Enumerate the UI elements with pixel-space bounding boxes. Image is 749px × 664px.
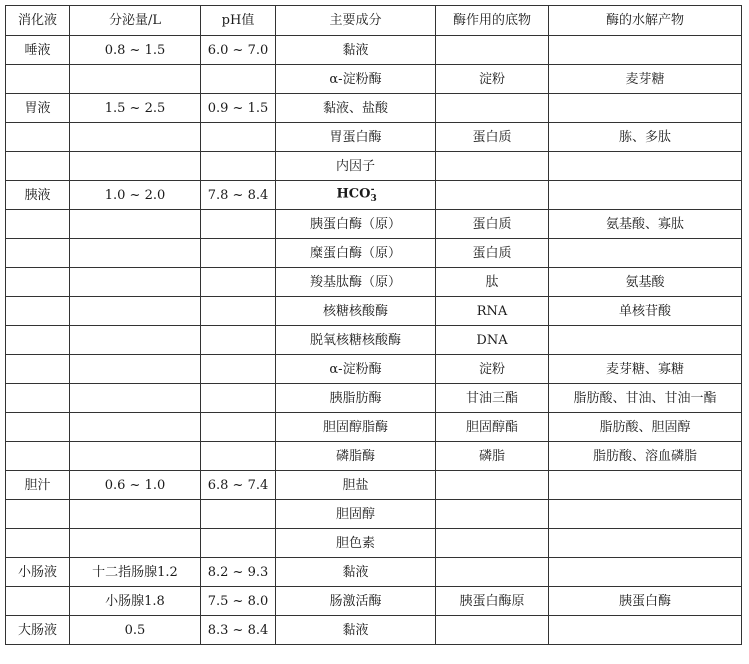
- ph-value-cell: [201, 500, 276, 529]
- substrate-cell: [436, 471, 549, 500]
- substrate-cell: [436, 94, 549, 123]
- table-row: [6, 239, 742, 268]
- digestive-juice-cell: [6, 442, 70, 471]
- table-row: [6, 587, 742, 616]
- main-component-cell: 核糖核酸酶: [276, 297, 436, 326]
- main-component-cell: 磷脂酶: [276, 442, 436, 471]
- digestive-juice-cell: 大肠液: [6, 616, 70, 645]
- digestive-juice-cell: 胆汁: [6, 471, 70, 500]
- substrate-cell: 蛋白质: [436, 210, 549, 239]
- main-component-cell: 胆盐: [276, 471, 436, 500]
- digestive-juice-cell: [6, 529, 70, 558]
- ph-value-cell: 6.0 ~ 7.0: [201, 36, 276, 65]
- substrate-cell: [436, 181, 549, 210]
- table-row: [6, 152, 742, 181]
- substrate-cell: [436, 558, 549, 587]
- substrate-cell: [436, 500, 549, 529]
- table-row: [6, 413, 742, 442]
- main-component-cell: 黏液: [276, 558, 436, 587]
- secretion-volume-cell: [70, 123, 201, 152]
- digestive-juice-cell: [6, 239, 70, 268]
- table-row: [6, 529, 742, 558]
- ph-value-cell: [201, 152, 276, 181]
- formula-subscript: 3: [370, 193, 377, 204]
- main-component-cell: 黏液、盐酸: [276, 94, 436, 123]
- table-row: [6, 616, 742, 645]
- secretion-volume-cell: 0.8 ~ 1.5: [70, 36, 201, 65]
- digestive-juice-cell: [6, 152, 70, 181]
- ph-value-cell: [201, 442, 276, 471]
- secretion-volume-cell: [70, 239, 201, 268]
- secretion-volume-cell: 1.5 ~ 2.5: [70, 94, 201, 123]
- substrate-cell: DNA: [436, 326, 549, 355]
- main-component-cell: 胰脂肪酶: [276, 384, 436, 413]
- header-digestive-juice: 消化液: [6, 6, 70, 36]
- digestive-juice-cell: [6, 210, 70, 239]
- table-row: [6, 471, 742, 500]
- header-hydrolysis-product: 酶的水解产物: [549, 6, 742, 36]
- product-cell: [549, 616, 742, 645]
- product-cell: 单核苷酸: [549, 297, 742, 326]
- ph-value-cell: [201, 210, 276, 239]
- table-row: [6, 500, 742, 529]
- secretion-volume-cell: [70, 326, 201, 355]
- digestive-juice-table-page: [5, 5, 741, 645]
- ph-value-cell: 0.9 ~ 1.5: [201, 94, 276, 123]
- product-cell: [549, 239, 742, 268]
- ph-value-cell: [201, 123, 276, 152]
- table-row: [6, 123, 742, 152]
- substrate-cell: 肽: [436, 268, 549, 297]
- product-cell: [549, 94, 742, 123]
- digestive-juice-cell: [6, 413, 70, 442]
- main-component-cell: 胆色素: [276, 529, 436, 558]
- product-cell: 氨基酸: [549, 268, 742, 297]
- secretion-volume-cell: [70, 210, 201, 239]
- digestive-juice-cell: 胃液: [6, 94, 70, 123]
- secretion-volume-cell: 0.6 ~ 1.0: [70, 471, 201, 500]
- substrate-cell: 淀粉: [436, 355, 549, 384]
- table-row: [6, 442, 742, 471]
- table-header-row: [6, 6, 742, 36]
- product-cell: 胰蛋白酶: [549, 587, 742, 616]
- table-row: [6, 36, 742, 65]
- ph-value-cell: [201, 65, 276, 94]
- digestive-juice-cell: [6, 65, 70, 94]
- table-body: [6, 36, 742, 645]
- ph-value-cell: 7.5 ~ 8.0: [201, 587, 276, 616]
- substrate-cell: [436, 529, 549, 558]
- secretion-volume-cell: [70, 152, 201, 181]
- header-main-components: 主要成分: [276, 6, 436, 36]
- secretion-volume-cell: [70, 529, 201, 558]
- substrate-cell: 磷脂: [436, 442, 549, 471]
- substrate-cell: 甘油三酯: [436, 384, 549, 413]
- substrate-cell: 胰蛋白酶原: [436, 587, 549, 616]
- secretion-volume-cell: [70, 297, 201, 326]
- formula-base: HCO: [336, 186, 371, 202]
- secretion-volume-cell: 十二指肠腺1.2: [70, 558, 201, 587]
- main-component-cell: 胰蛋白酶（原）: [276, 210, 436, 239]
- secretion-volume-cell: [70, 442, 201, 471]
- ph-value-cell: [201, 413, 276, 442]
- product-cell: [549, 36, 742, 65]
- secretion-volume-cell: [70, 355, 201, 384]
- ph-value-cell: [201, 355, 276, 384]
- digestive-juice-cell: 唾液: [6, 36, 70, 65]
- secretion-volume-cell: 1.0 ~ 2.0: [70, 181, 201, 210]
- digestive-juice-cell: [6, 297, 70, 326]
- table-row: [6, 65, 742, 94]
- digestive-juice-cell: [6, 326, 70, 355]
- product-cell: [549, 152, 742, 181]
- main-component-cell: 黏液: [276, 616, 436, 645]
- secretion-volume-cell: [70, 500, 201, 529]
- product-cell: 脂肪酸、胆固醇: [549, 413, 742, 442]
- digestive-juice-cell: [6, 587, 70, 616]
- header-ph-value: pH值: [201, 6, 276, 36]
- ph-value-cell: 6.8 ~ 7.4: [201, 471, 276, 500]
- product-cell: 麦芽糖: [549, 65, 742, 94]
- substrate-cell: 蛋白质: [436, 123, 549, 152]
- ph-value-cell: [201, 384, 276, 413]
- ph-value-cell: 8.2 ~ 9.3: [201, 558, 276, 587]
- header-enzyme-substrate: 酶作用的底物: [436, 6, 549, 36]
- secretion-volume-cell: [70, 268, 201, 297]
- digestive-juice-cell: [6, 123, 70, 152]
- ph-value-cell: [201, 326, 276, 355]
- substrate-cell: 淀粉: [436, 65, 549, 94]
- product-cell: 氨基酸、寡肽: [549, 210, 742, 239]
- ph-value-cell: [201, 297, 276, 326]
- table-row: [6, 210, 742, 239]
- table-row: [6, 558, 742, 587]
- table-row: [6, 297, 742, 326]
- ph-value-cell: [201, 239, 276, 268]
- main-component-cell: 羧基肽酶（原）: [276, 268, 436, 297]
- secretion-volume-cell: [70, 384, 201, 413]
- ph-value-cell: [201, 268, 276, 297]
- secretion-volume-cell: [70, 65, 201, 94]
- table-row: [6, 181, 742, 210]
- main-component-cell: 胆固醇脂酶: [276, 413, 436, 442]
- substrate-cell: [436, 152, 549, 181]
- main-component-cell: 脱氧核糖核酸酶: [276, 326, 436, 355]
- digestive-juice-cell: 小肠液: [6, 558, 70, 587]
- substrate-cell: RNA: [436, 297, 549, 326]
- main-component-cell: 黏液: [276, 36, 436, 65]
- product-cell: [549, 500, 742, 529]
- product-cell: [549, 558, 742, 587]
- secretion-volume-cell: [70, 413, 201, 442]
- main-component-cell: α-淀粉酶: [276, 355, 436, 384]
- main-component-cell: 糜蛋白酶（原）: [276, 239, 436, 268]
- main-component-cell: [276, 181, 436, 210]
- digestive-juice-cell: 胰液: [6, 181, 70, 210]
- digestive-juice-table: [5, 5, 742, 645]
- ph-value-cell: [201, 529, 276, 558]
- product-cell: [549, 529, 742, 558]
- main-component-cell: 肠激活酶: [276, 587, 436, 616]
- table-row: [6, 384, 742, 413]
- table-row: [6, 268, 742, 297]
- formula-superscript: -: [370, 185, 375, 196]
- product-cell: [549, 471, 742, 500]
- digestive-juice-cell: [6, 268, 70, 297]
- product-cell: [549, 326, 742, 355]
- product-cell: [549, 181, 742, 210]
- ph-value-cell: 7.8 ~ 8.4: [201, 181, 276, 210]
- main-component-cell: 胃蛋白酶: [276, 123, 436, 152]
- product-cell: 脂肪酸、甘油、甘油一酯: [549, 384, 742, 413]
- table-row: [6, 94, 742, 123]
- substrate-cell: 蛋白质: [436, 239, 549, 268]
- digestive-juice-cell: [6, 355, 70, 384]
- product-cell: 胨、多肽: [549, 123, 742, 152]
- substrate-cell: 胆固醇酯: [436, 413, 549, 442]
- product-cell: 脂肪酸、溶血磷脂: [549, 442, 742, 471]
- substrate-cell: [436, 616, 549, 645]
- digestive-juice-cell: [6, 500, 70, 529]
- secretion-volume-cell: 0.5: [70, 616, 201, 645]
- main-component-cell: 胆固醇: [276, 500, 436, 529]
- product-cell: 麦芽糖、寡糖: [549, 355, 742, 384]
- ph-value-cell: 8.3 ~ 8.4: [201, 616, 276, 645]
- main-component-cell: α-淀粉酶: [276, 65, 436, 94]
- main-component-cell: 内因子: [276, 152, 436, 181]
- header-secretion-volume: 分泌量/L: [70, 6, 201, 36]
- secretion-volume-cell: 小肠腺1.8: [70, 587, 201, 616]
- digestive-juice-cell: [6, 384, 70, 413]
- table-row: [6, 355, 742, 384]
- substrate-cell: [436, 36, 549, 65]
- bicarbonate-formula: [337, 186, 375, 204]
- table-row: [6, 326, 742, 355]
